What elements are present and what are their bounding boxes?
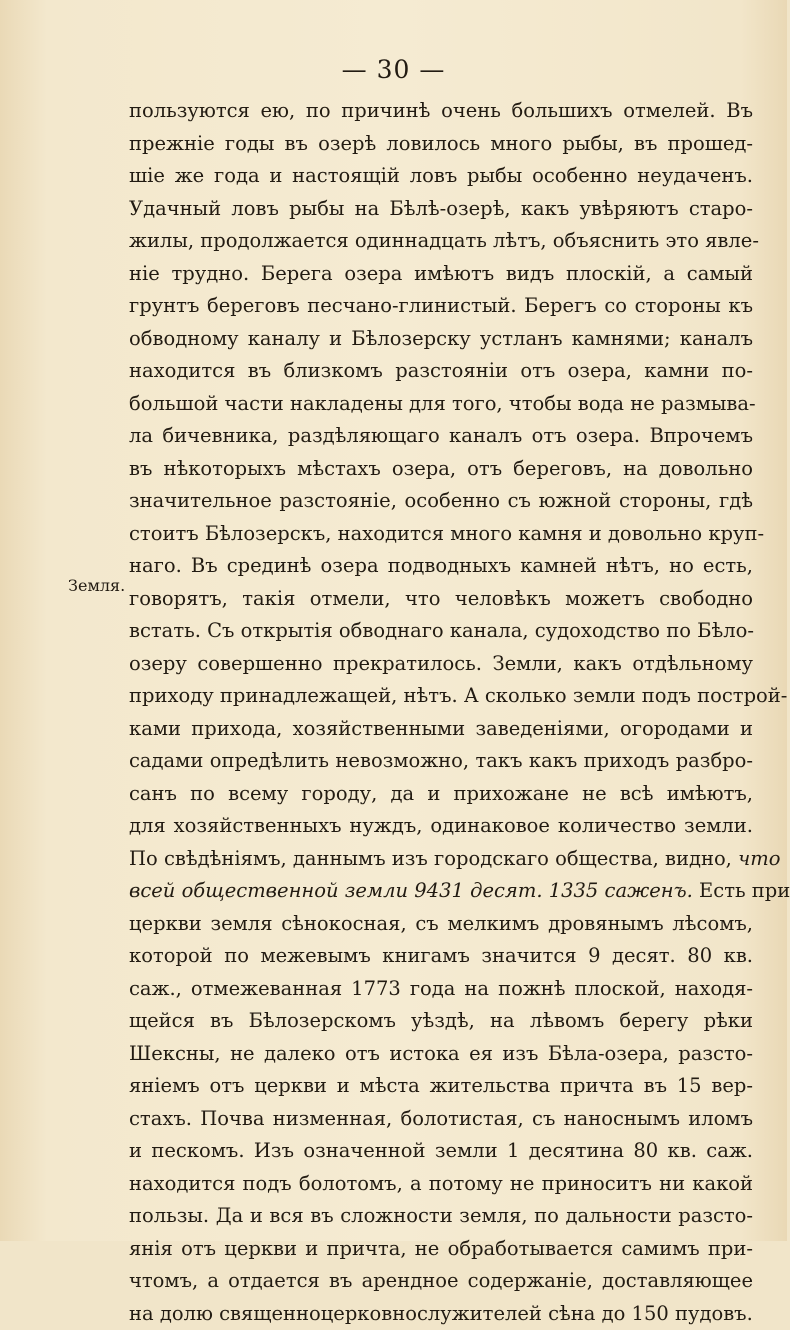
text-line: саж., отмежеванная 1773 года на пожнѣ плоской, находя-	[129, 973, 753, 1006]
text-line: щейся въ Бѣлозерскомъ уѣздѣ, на лѣвомъ берегу рѣки	[129, 1005, 753, 1038]
text-line: для хозяйственныхъ нуждъ, одинаковое количество земли.	[129, 810, 753, 843]
text-line: ками прихода, хозяйственными заведеніями, огородами и	[129, 713, 753, 746]
text-line: ніе трудно. Берега озера имѣютъ видъ плоскій, а самый	[129, 258, 753, 291]
text-line: Удачный ловъ рыбы на Бѣлѣ-озерѣ, какъ увѣряютъ старо-	[129, 193, 753, 226]
text-line: стахъ. Почва низменная, болотистая, съ наноснымъ иломъ	[129, 1103, 753, 1136]
text-line: яніемъ отъ церкви и мѣста жительства причта въ 15 вер-	[129, 1070, 753, 1103]
text-line: санъ по всему городу, да и прихожане не всѣ имѣютъ,	[129, 778, 753, 811]
text-line-plain: Есть при	[699, 879, 790, 902]
text-line: ла бичевника, раздѣляющаго каналъ отъ озера. Впрочемъ	[129, 420, 753, 453]
text-line: прежніе годы въ озерѣ ловилось много рыбы, въ прошед-	[129, 128, 753, 161]
body-text	[129, 95, 753, 1330]
text-line: чтомъ, а отдается въ арендное содержаніе, доставляющее	[129, 1265, 753, 1298]
margin-note: Земля.	[68, 570, 125, 603]
text-line: наго. Въ срединѣ озера подводныхъ камней нѣтъ, но есть,	[129, 550, 753, 583]
text-line-plain: По свѣдѣніямъ, даннымъ изъ городскаго общества, видно,	[129, 847, 732, 870]
text-line: садами опредѣлить невозможно, такъ какъ приходъ разбро-	[129, 745, 753, 778]
text-line: которой по межевымъ книгамъ значится 9 десят. 80 кв.	[129, 940, 753, 973]
text-line: шіе же года и настоящій ловъ рыбы особенно неудаченъ.	[129, 160, 753, 193]
text-line: большой части накладены для того, чтобы вода не размыва-	[129, 388, 753, 421]
text-line: на долю священноцерковнослужителей сѣна до 150 пудовъ.	[129, 1298, 753, 1330]
text-line: находится подъ болотомъ, а потому не приноситъ ни какой	[129, 1168, 753, 1201]
text-line-italic: что	[738, 847, 780, 870]
text-line: янія отъ церкви и причта, не обработывается самимъ при-	[129, 1233, 753, 1266]
text-line: пользуются ею, по причинѣ очень большихъ отмелей. Въ	[129, 95, 753, 128]
text-line	[129, 875, 753, 908]
page-number: — 30 —	[0, 55, 787, 84]
text-line: приходу принадлежащей, нѣтъ. А сколько земли подъ построй-	[129, 680, 753, 713]
text-line: находится въ близкомъ разстояніи отъ озера, камни по-	[129, 355, 753, 388]
text-line: Шексны, не далеко отъ истока ея изъ Бѣла-озера, разсто-	[129, 1038, 753, 1071]
text-line: грунтъ береговъ песчано-глинистый. Берегъ со стороны къ	[129, 290, 753, 323]
text-line: въ нѣкоторыхъ мѣстахъ озера, отъ береговъ, на довольно	[129, 453, 753, 486]
text-line: церкви земля сѣнокосная, съ мелкимъ дровянымъ лѣсомъ,	[129, 908, 753, 941]
text-line: обводному каналу и Бѣлозерску устланъ камнями; каналъ	[129, 323, 753, 356]
text-line	[129, 843, 753, 876]
text-line: пользы. Да и вся въ сложности земля, по дальности разсто-	[129, 1200, 753, 1233]
text-line: значительное разстояніе, особенно съ южной стороны, гдѣ	[129, 485, 753, 518]
text-line: жилы, продолжается одиннадцать лѣтъ, объяснить это явле-	[129, 225, 753, 258]
text-line: стоитъ Бѣлозерскъ, находится много камня и довольно круп-	[129, 518, 753, 551]
text-line: озеру совершенно прекратилось. Земли, какъ отдѣльному	[129, 648, 753, 681]
text-line: и пескомъ. Изъ означенной земли 1 десятина 80 кв. саж.	[129, 1135, 753, 1168]
text-line: встать. Съ открытія обводнаго канала, судоходство по Бѣло-	[129, 615, 753, 648]
text-line: говорятъ, такія отмели, что человѣкъ можетъ свободно	[129, 583, 753, 616]
text-line-italic: всей общественной земли 9431 десят. 1335 саженъ.	[129, 879, 693, 902]
